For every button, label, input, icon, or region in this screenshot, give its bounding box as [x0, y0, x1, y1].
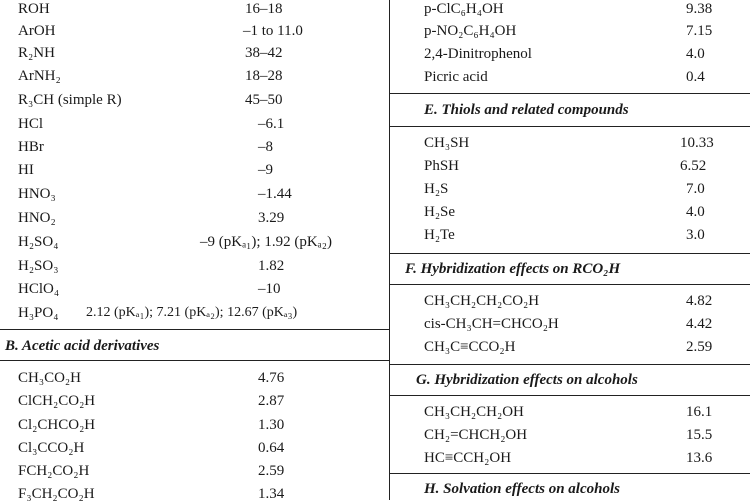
pka-value: 7.0	[686, 181, 705, 197]
compound-name: R₃CH (simple R)	[18, 92, 122, 108]
section-divider	[389, 395, 750, 396]
pka-value: 7.15	[686, 23, 713, 39]
pka-value: 2.59	[258, 463, 285, 479]
section-divider	[389, 364, 750, 365]
pka-value: 2.12 (pKₐ₁); 7.21 (pKₐ₂); 12.67 (pKₐ₃)	[86, 305, 298, 320]
compound-name: PhSH	[424, 158, 460, 174]
pka-value: –10	[258, 281, 281, 297]
compound-name: HC≡CCH₂OH	[424, 450, 512, 466]
section-divider	[389, 473, 750, 474]
compound-name: HI	[18, 162, 34, 178]
section-divider	[389, 253, 750, 254]
pka-value: 16.1	[686, 404, 713, 420]
compound-name: H₂Se	[424, 204, 456, 220]
pka-value: –9 (pKₐ₁); 1.92 (pKₐ₂)	[200, 234, 332, 250]
compound-name: ArOH	[18, 23, 56, 39]
pka-value: 15.5	[686, 427, 713, 443]
compound-name: CH₃SH	[424, 135, 470, 151]
section-f-title: F. Hybridization effects on RCO₂H	[405, 261, 621, 277]
pka-value: 3.29	[258, 210, 285, 226]
compound-name: Picric acid	[424, 69, 488, 85]
pka-value: 4.76	[258, 370, 285, 386]
compound-name: H₂SO₃	[18, 258, 59, 274]
pka-value: 1.30	[258, 417, 285, 433]
section-b-title: B. Acetic acid derivatives	[5, 338, 160, 354]
pka-value: 3.0	[686, 227, 705, 243]
pka-value: 9.38	[686, 1, 713, 17]
pka-value: –6.1	[258, 116, 285, 132]
compound-name: R₂NH	[18, 45, 55, 61]
pka-value: 0.64	[258, 440, 285, 456]
pka-value: 2.59	[686, 339, 713, 355]
compound-name: HNO₃	[18, 186, 56, 202]
compound-name: H₃PO₄	[18, 305, 59, 321]
pka-value: 45–50	[245, 92, 283, 108]
section-g-title: G. Hybridization effects on alcohols	[416, 372, 638, 388]
compound-name: CH₃CO₂H	[18, 370, 81, 386]
pka-value: 18–28	[245, 68, 283, 84]
pka-value: 13.6	[686, 450, 713, 466]
compound-name: ArNH₂	[18, 68, 61, 84]
pka-value: 0.4	[686, 69, 705, 85]
pka-value: –1 to 11.0	[243, 23, 303, 39]
compound-name: H₂S	[424, 181, 449, 197]
section-divider	[389, 126, 750, 127]
compound-name: CH₃CH₂CH₂CO₂H	[424, 293, 540, 309]
column-divider	[389, 0, 390, 500]
pka-value: –8	[258, 139, 273, 155]
section-divider	[389, 93, 750, 94]
pka-value: 4.0	[686, 204, 705, 220]
pka-value: 1.82	[258, 258, 285, 274]
compound-name: ClCH₂CO₂H	[18, 393, 96, 409]
pka-value: 1.34	[258, 486, 285, 502]
compound-name: Cl₂CHCO₂H	[18, 417, 96, 433]
compound-name: ROH	[18, 1, 50, 17]
pka-value: 4.42	[686, 316, 713, 332]
compound-name: cis-CH₃CH=CHCO₂H	[424, 316, 559, 332]
section-h-title: H. Solvation effects on alcohols	[424, 481, 620, 497]
compound-name: HClO₄	[18, 281, 60, 297]
compound-name: p-ClC₆H₄OH	[424, 1, 504, 17]
pka-value: 6.52	[680, 158, 707, 174]
compound-name: H₂SO₄	[18, 234, 59, 250]
compound-name: HNO₂	[18, 210, 56, 226]
compound-name: F₃CH₂CO₂H	[18, 486, 95, 502]
section-e-title: E. Thiols and related compounds	[424, 102, 629, 118]
compound-name: p-NO₂C₆H₄OH	[424, 23, 517, 39]
pka-value: 16–18	[245, 1, 283, 17]
compound-name: CH₂=CHCH₂OH	[424, 427, 528, 443]
compound-name: 2,4-Dinitrophenol	[424, 46, 532, 62]
compound-name: HBr	[18, 139, 44, 155]
pka-value: –9	[258, 162, 273, 178]
pka-value: 2.87	[258, 393, 285, 409]
pka-value: 38–42	[245, 45, 283, 61]
pka-value: –1.44	[258, 186, 292, 202]
compound-name: FCH₂CO₂H	[18, 463, 90, 479]
section-divider	[389, 284, 750, 285]
pka-value: 4.82	[686, 293, 713, 309]
pka-value: 10.33	[680, 135, 714, 151]
section-divider	[0, 329, 389, 330]
compound-name: HCl	[18, 116, 44, 132]
compound-name: Cl₃CCO₂H	[18, 440, 85, 456]
compound-name: CH₃C≡CCO₂H	[424, 339, 516, 355]
compound-name: H₂Te	[424, 227, 455, 243]
pka-value: 4.0	[686, 46, 705, 62]
section-divider	[0, 360, 389, 361]
compound-name: CH₃CH₂CH₂OH	[424, 404, 524, 420]
